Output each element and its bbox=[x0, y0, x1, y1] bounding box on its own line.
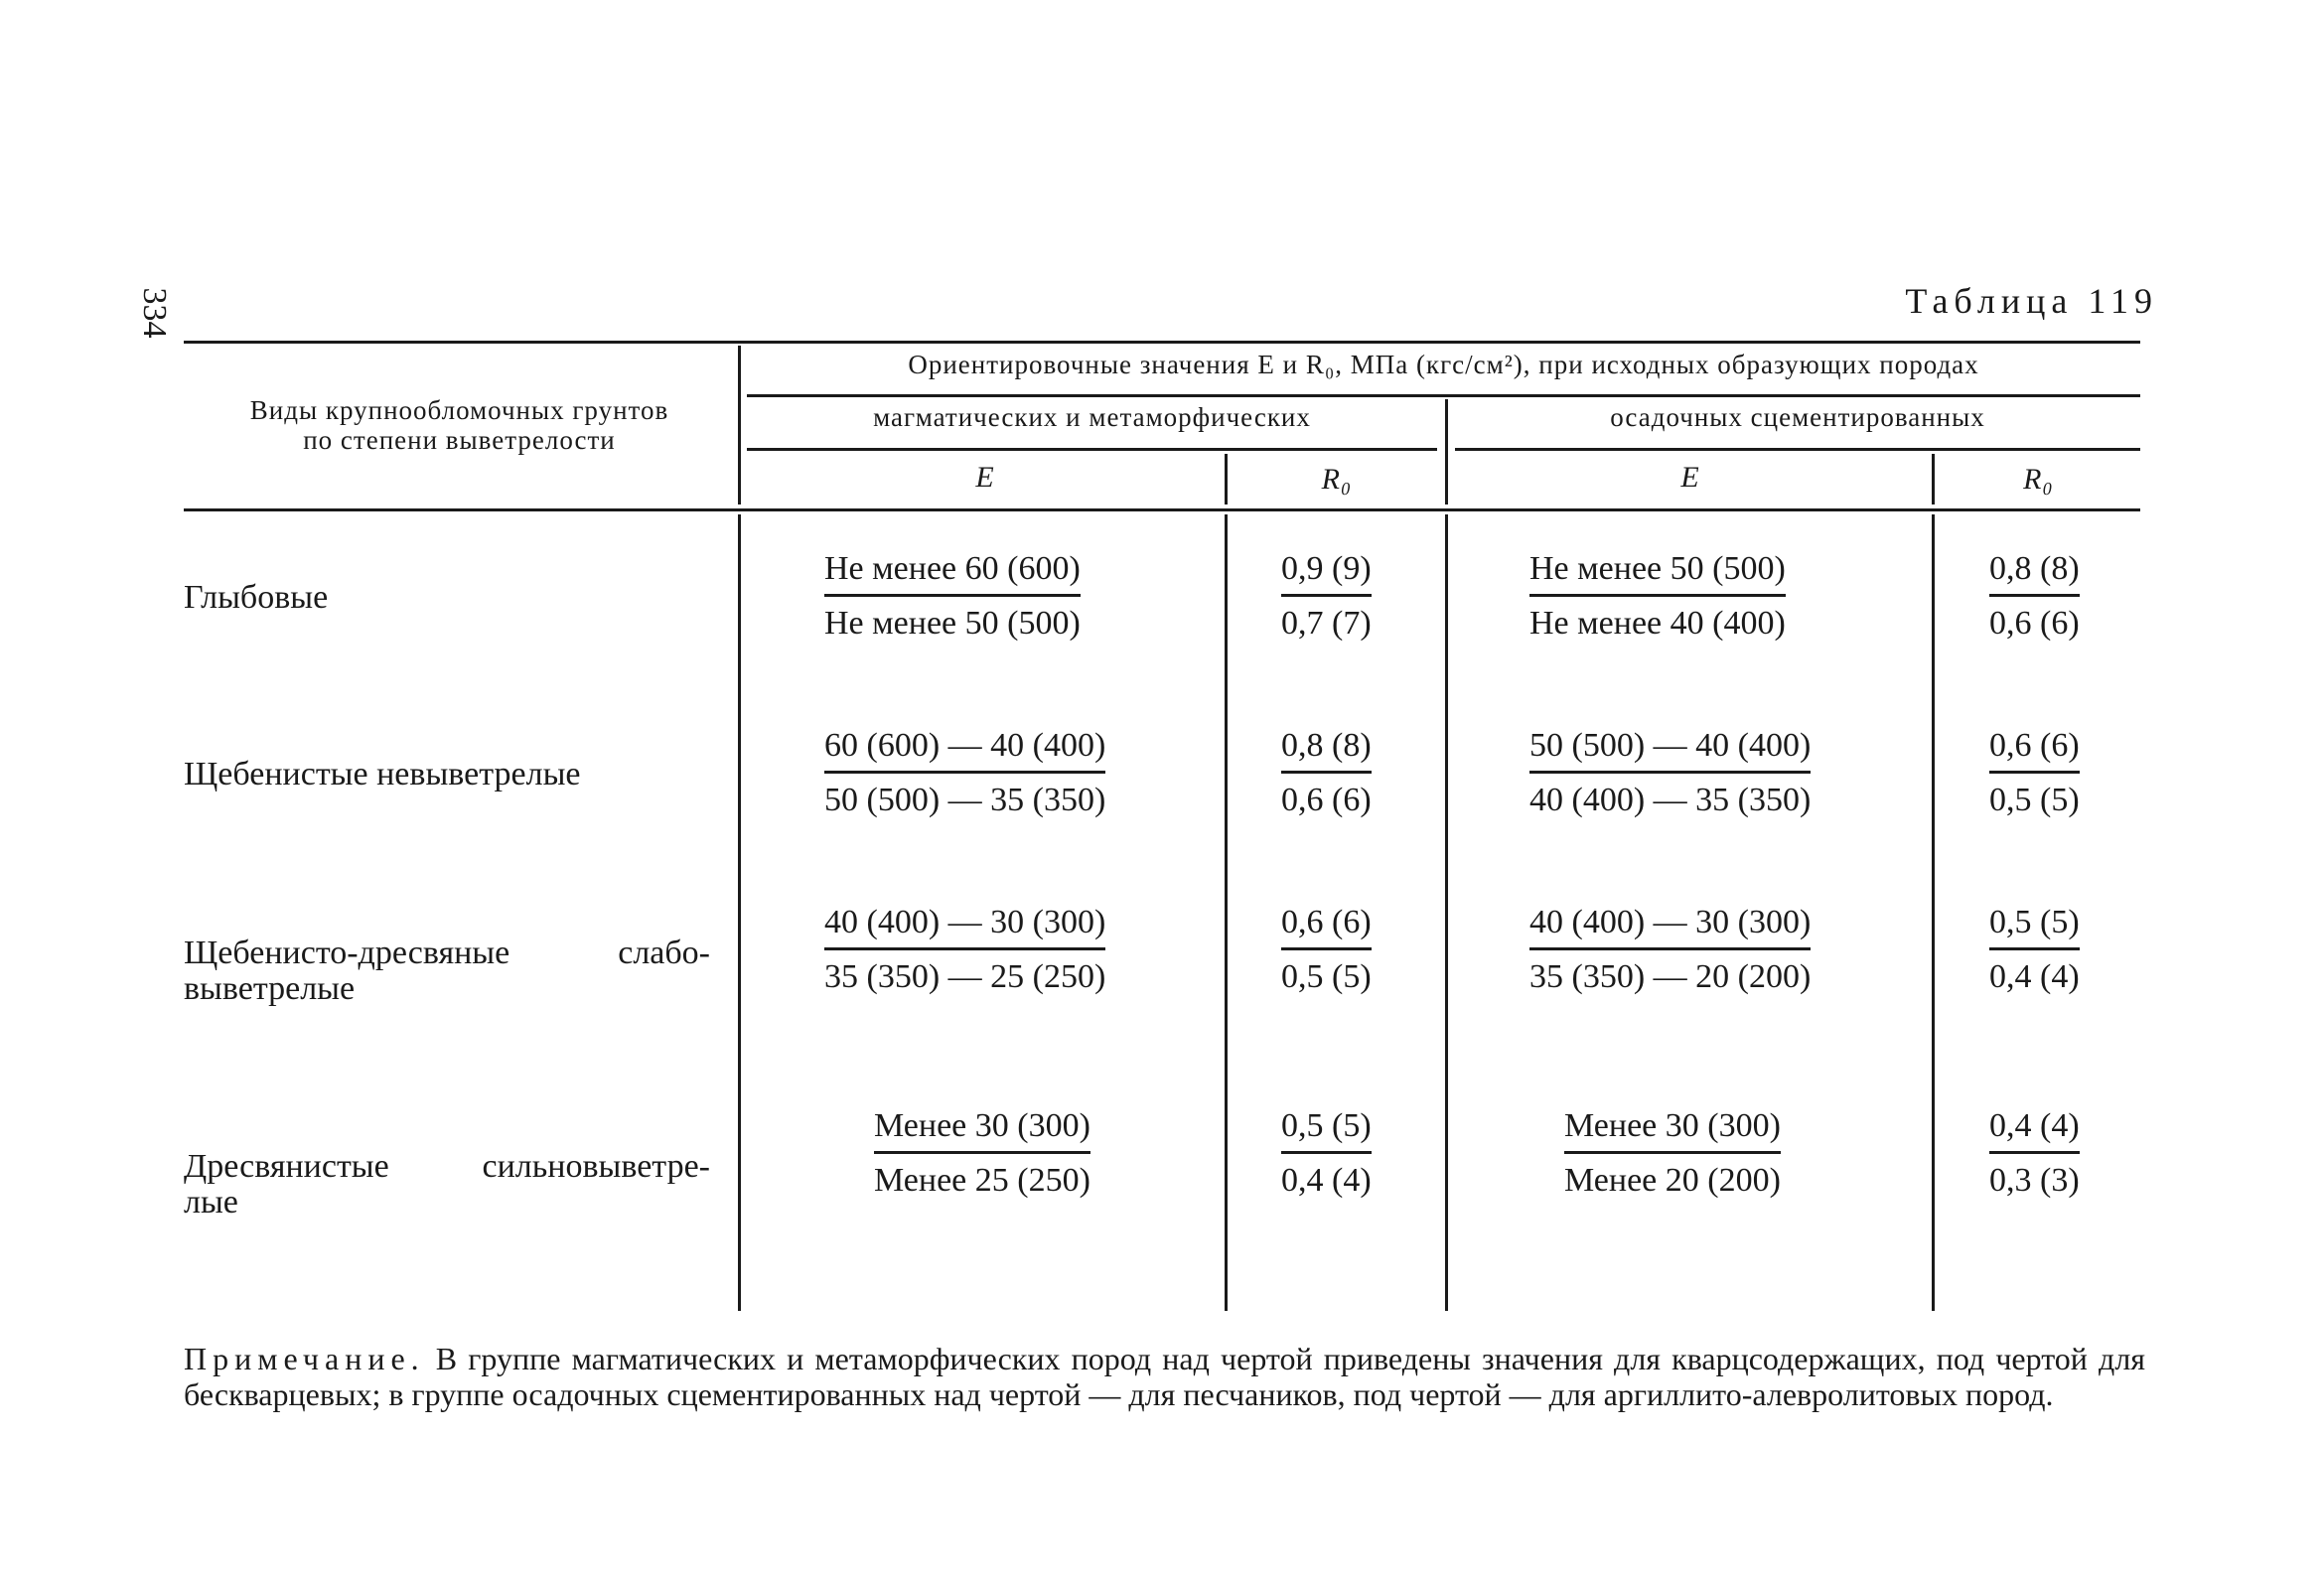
cell-g2-e-1 bbox=[1529, 552, 1786, 641]
table-top-rule bbox=[184, 341, 2140, 344]
cell-g1-e-2-top: 60 (600) — 40 (400) bbox=[824, 729, 1105, 774]
cell-g2-r-4-top: 0,4 (4) bbox=[1989, 1109, 2080, 1154]
group1-rule bbox=[747, 448, 1437, 451]
row-label-3-line2: выветрелые bbox=[184, 970, 356, 1007]
header-subrule bbox=[747, 394, 2140, 397]
cell-g1-r-3 bbox=[1281, 906, 1372, 994]
cell-g2-r-4-bottom: 0,3 (3) bbox=[1989, 1162, 2080, 1199]
cell-g2-r-1 bbox=[1989, 552, 2080, 641]
cell-g2-e-1-top: Не менее 50 (500) bbox=[1529, 552, 1786, 597]
cell-g1-r-2 bbox=[1281, 729, 1372, 817]
cell-g2-e-4-top: Менее 30 (300) bbox=[1564, 1109, 1781, 1154]
column-divider-2-body bbox=[1225, 514, 1228, 1311]
cell-g1-e-4 bbox=[874, 1109, 1090, 1198]
cell-g1-r-1 bbox=[1281, 552, 1372, 641]
row-header bbox=[184, 395, 735, 455]
column-divider-1-body bbox=[738, 514, 741, 1311]
group2-rule bbox=[1455, 448, 2140, 451]
cell-g1-e-4-bottom: Менее 25 (250) bbox=[874, 1162, 1090, 1199]
cell-g2-e-3 bbox=[1529, 906, 1811, 994]
cell-g2-r-4 bbox=[1989, 1109, 2080, 1198]
table-caption: Таблица 119 bbox=[1905, 281, 2158, 321]
cell-g1-e-3-top: 40 (400) — 30 (300) bbox=[824, 906, 1105, 950]
cell-g2-e-2-top: 50 (500) — 40 (400) bbox=[1529, 729, 1811, 774]
header-group1: магматических и метаморфических bbox=[873, 402, 1311, 432]
cell-g2-e-1-bottom: Не менее 40 (400) bbox=[1529, 605, 1786, 642]
column-divider-4-body bbox=[1932, 514, 1935, 1311]
cell-g2-r-3-bottom: 0,4 (4) bbox=[1989, 958, 2080, 995]
note-text: В группе магматических и метаморфических пород над чертой приведены значения для кварцсодержащих, под чертой для бескварцевых; в группе осадочных сцементированных над чертой — для песчаников, под чертой — для аргиллито-алевролитовых пород. bbox=[184, 1341, 2146, 1412]
row-label-4 bbox=[184, 1149, 710, 1221]
row-header-line1: Виды крупнообломочных грунтов bbox=[249, 395, 669, 425]
header-g2-r0: R₀ bbox=[2023, 463, 2054, 496]
column-divider-3-body bbox=[1445, 514, 1448, 1311]
cell-g1-e-3-bottom: 35 (350) — 25 (250) bbox=[824, 958, 1106, 995]
cell-g1-e-3 bbox=[824, 906, 1105, 994]
header-top: Ориентировочные значения E и R₀, МПа (кгс/см²), при исходных образующих породах bbox=[908, 350, 1979, 379]
cell-g2-r-3 bbox=[1989, 906, 2080, 994]
cell-g1-r-4-top: 0,5 (5) bbox=[1281, 1109, 1372, 1154]
note-title: Примечание. bbox=[184, 1341, 425, 1376]
header-g1-r0: R₀ bbox=[1321, 463, 1353, 496]
cell-g1-r-2-bottom: 0,6 (6) bbox=[1281, 782, 1372, 818]
column-divider-2 bbox=[1225, 454, 1228, 504]
cell-g1-r-3-top: 0,6 (6) bbox=[1281, 906, 1372, 950]
cell-g2-r-2-bottom: 0,5 (5) bbox=[1989, 782, 2080, 818]
row-label-1-line1: Глыбовые bbox=[184, 579, 329, 616]
cell-g1-e-2 bbox=[824, 729, 1105, 817]
cell-g2-r-2-top: 0,6 (6) bbox=[1989, 729, 2080, 774]
cell-g2-e-3-top: 40 (400) — 30 (300) bbox=[1529, 906, 1811, 950]
page-number: 334 bbox=[136, 287, 173, 339]
column-divider-4 bbox=[1932, 454, 1935, 504]
column-divider-3 bbox=[1445, 399, 1448, 504]
cell-g1-e-1-top: Не менее 60 (600) bbox=[824, 552, 1081, 597]
cell-g1-e-4-top: Менее 30 (300) bbox=[874, 1109, 1090, 1154]
cell-g1-r-3-bottom: 0,5 (5) bbox=[1281, 958, 1372, 995]
cell-g1-r-4 bbox=[1281, 1109, 1372, 1198]
cell-g2-r-1-bottom: 0,6 (6) bbox=[1989, 605, 2080, 642]
cell-g1-r-2-top: 0,8 (8) bbox=[1281, 729, 1372, 774]
cell-g1-r-1-bottom: 0,7 (7) bbox=[1281, 605, 1372, 642]
row-label-2-line1: Щебенистые невыветрелые bbox=[184, 756, 581, 792]
header-g1-e: E bbox=[975, 461, 995, 494]
row-header-line2: по степени выветрелости bbox=[303, 425, 616, 455]
cell-g1-e-2-bottom: 50 (500) — 35 (350) bbox=[824, 782, 1106, 818]
cell-g1-r-4-bottom: 0,4 (4) bbox=[1281, 1162, 1372, 1199]
header-bottom-rule bbox=[184, 508, 2140, 511]
row-label-3-line1: Щебенисто-дресвяные слабо- bbox=[184, 935, 710, 971]
row-label-3 bbox=[184, 935, 710, 1007]
cell-g1-e-1-bottom: Не менее 50 (500) bbox=[824, 605, 1081, 642]
cell-g2-e-4 bbox=[1564, 1109, 1781, 1198]
row-label-1 bbox=[184, 580, 710, 616]
row-label-4-line1: Дресвянистые сильновыветре- bbox=[184, 1148, 710, 1185]
cell-g2-r-1-top: 0,8 (8) bbox=[1989, 552, 2080, 597]
table-note bbox=[184, 1341, 2145, 1412]
cell-g2-e-3-bottom: 35 (350) — 20 (200) bbox=[1529, 958, 1812, 995]
cell-g2-r-3-top: 0,5 (5) bbox=[1989, 906, 2080, 950]
row-label-2 bbox=[184, 757, 710, 792]
row-label-4-line2: лые bbox=[184, 1184, 238, 1221]
cell-g2-e-2-bottom: 40 (400) — 35 (350) bbox=[1529, 782, 1812, 818]
cell-g2-e-2 bbox=[1529, 729, 1811, 817]
column-divider-1 bbox=[738, 346, 741, 504]
cell-g1-e-1 bbox=[824, 552, 1081, 641]
header-g2-e: E bbox=[1680, 461, 1700, 494]
cell-g2-r-2 bbox=[1989, 729, 2080, 817]
header-group2: осадочных сцементированных bbox=[1610, 402, 1985, 432]
cell-g2-e-4-bottom: Менее 20 (200) bbox=[1564, 1162, 1781, 1199]
cell-g1-r-1-top: 0,9 (9) bbox=[1281, 552, 1372, 597]
